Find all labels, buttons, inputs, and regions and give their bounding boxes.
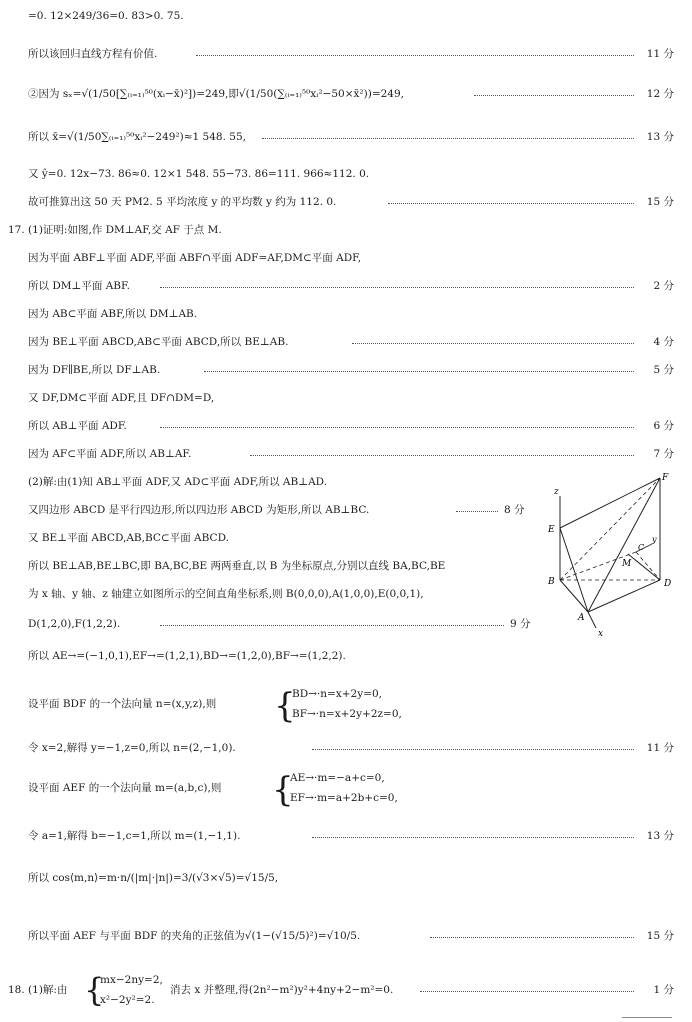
line-11 bbox=[0, 332, 692, 356]
label-F: F bbox=[662, 473, 669, 483]
line-text: (2)解:由(1)知 AB⊥平面 ADF,又 AD⊂平面 ADF,所以 AB⊥AD. bbox=[28, 476, 328, 488]
edge-BA bbox=[560, 580, 588, 612]
equation-line: mx−2ny=2, bbox=[100, 974, 163, 986]
line-13 bbox=[0, 388, 692, 412]
edge-CD bbox=[636, 552, 660, 580]
line-text: 因为 AF⊂平面 ADF,所以 AB⊥AF. bbox=[28, 448, 192, 460]
line-text: 为 x 轴、y 轴、z 轴建立如图所示的空间直角坐标系,则 B(0,0,0),A(1,0,0),E(0,0,1), bbox=[28, 588, 424, 600]
equation-line: x²−2y²=2. bbox=[100, 994, 155, 1006]
score-label: 7 分 bbox=[653, 448, 674, 460]
label-z: z bbox=[554, 487, 559, 497]
dot-leader bbox=[352, 343, 634, 344]
label-y: y bbox=[652, 535, 657, 544]
line-text: 令 x=2,解得 y=−1,z=0,所以 n=(2,−1,0). bbox=[28, 742, 236, 754]
line-26 bbox=[0, 826, 692, 850]
label-E: E bbox=[548, 525, 555, 535]
line-22 bbox=[0, 646, 692, 670]
edge-AD bbox=[588, 580, 660, 612]
left-brace: { bbox=[84, 971, 105, 1009]
line-9 bbox=[0, 276, 692, 300]
score-label: 11 分 bbox=[646, 742, 674, 754]
label-M: M bbox=[622, 559, 632, 569]
dot-leader bbox=[160, 427, 634, 428]
score-label: 9 分 bbox=[510, 618, 531, 630]
dot-leader bbox=[160, 625, 504, 626]
line-text: 所以 AE→=(−1,0,1),EF→=(1,2,1),BD→=(1,2,0),BF→=(1,2,2). bbox=[28, 650, 346, 662]
line-1 bbox=[0, 6, 692, 30]
line-text: 消去 x 并整理,得(2n²−m²)y²+4ny+2−m²=0. bbox=[170, 984, 394, 996]
line-text: 所以 BE⊥AB,BE⊥BC,即 BA,BC,BE 两两垂直,以 B 为坐标原点,分别以直线 BA,BC,BE bbox=[28, 560, 446, 572]
line-text: 所以该回归直线方程有价值. bbox=[28, 48, 158, 60]
equation-line: AE→·m=−a+c=0, bbox=[290, 772, 385, 784]
line-text: 所以平面 AEF 与平面 BDF 的夹角的正弦值为√(1−(√15/5)²)=√10/5. bbox=[28, 930, 361, 942]
line-24 bbox=[0, 738, 692, 762]
line-text: 又 ŷ=0. 12x−73. 86≈0. 12×1 548. 55−73. 86=111. 966≈112. 0. bbox=[28, 168, 370, 180]
line-text: ②因为 sₓ=√(1/50[∑₍ᵢ₌₁₎⁵⁰(xᵢ−x̄)²])=249,即√(1/50(∑₍ᵢ₌₁₎⁵⁰xᵢ²−50×x̄²))=249, bbox=[28, 88, 404, 100]
score-label: 1 分 bbox=[653, 984, 674, 996]
line-23-system bbox=[0, 688, 692, 730]
score-label: 6 分 bbox=[653, 420, 674, 432]
line-5 bbox=[0, 164, 692, 188]
line-text: 所以 x̄=√(1/50∑₍ᵢ₌₁₎⁵⁰xᵢ²−249²)≈1 548. 55, bbox=[28, 131, 246, 143]
left-brace: { bbox=[274, 686, 296, 726]
figure-svg bbox=[540, 470, 688, 640]
label-x: x bbox=[598, 629, 604, 639]
line-text: 设平面 BDF 的一个法向量 n=(x,y,z),则 bbox=[28, 698, 217, 710]
line-14 bbox=[0, 416, 692, 440]
line-7 bbox=[0, 220, 692, 244]
score-label: 15 分 bbox=[646, 196, 674, 208]
line-text: 因为 DF∥BE,所以 DF⊥AB. bbox=[28, 364, 161, 376]
line-text: 因为 AB⊂平面 ABF,所以 DM⊥AB. bbox=[28, 308, 198, 320]
line-text: D(1,2,0),F(1,2,2). bbox=[28, 618, 121, 630]
dot-leader bbox=[430, 937, 634, 938]
line-text: 因为 BE⊥平面 ABCD,AB⊂平面 ABCD,所以 BE⊥AB. bbox=[28, 336, 289, 348]
dot-leader bbox=[160, 287, 634, 288]
dot-leader bbox=[204, 371, 634, 372]
score-label: 2 分 bbox=[653, 280, 674, 292]
line-4 bbox=[0, 127, 692, 151]
line-text: 令 a=1,解得 b=−1,c=1,所以 m=(1,−1,1). bbox=[28, 830, 241, 842]
score-label: 13 分 bbox=[646, 830, 674, 842]
score-label: 15 分 bbox=[646, 930, 674, 942]
label-B: B bbox=[548, 577, 555, 587]
label-A: A bbox=[578, 613, 585, 623]
score-label: 5 分 bbox=[653, 364, 674, 376]
line-text: 所以 DM⊥平面 ABF. bbox=[28, 280, 131, 292]
edge-EA bbox=[560, 528, 588, 612]
line-text: 18. (1)解:由 bbox=[8, 984, 68, 996]
line-text: 设平面 AEF 的一个法向量 m=(a,b,c),则 bbox=[28, 782, 222, 794]
dot-leader bbox=[250, 455, 634, 456]
score-label: 13 分 bbox=[646, 131, 674, 143]
line-text: 所以 cos⟨m,n⟩=m·n/(|m|·|n|)=3/(√3×√5)=√15/5, bbox=[28, 872, 279, 884]
line-text: 所以 AB⊥平面 ADF. bbox=[28, 420, 127, 432]
edge-MD bbox=[628, 554, 660, 580]
line-text: 又 DF,DM⊂平面 ADF,且 DF∩DM=D, bbox=[28, 392, 215, 404]
line-text: 因为平面 ABF⊥平面 ADF,平面 ABF∩平面 ADF=AF,DM⊂平面 ADF, bbox=[28, 252, 362, 264]
score-label: 12 分 bbox=[646, 88, 674, 100]
dot-leader bbox=[196, 55, 634, 56]
line-text: =0. 12×249/36=0. 83>0. 75. bbox=[28, 10, 184, 22]
line-15 bbox=[0, 444, 692, 468]
dot-leader bbox=[262, 138, 634, 139]
score-label: 8 分 bbox=[504, 504, 525, 516]
dot-leader bbox=[388, 203, 634, 204]
bottom-rule bbox=[622, 1017, 672, 1018]
edge-EF bbox=[560, 478, 660, 528]
score-label: 11 分 bbox=[646, 48, 674, 60]
label-D: D bbox=[664, 579, 672, 589]
dot-leader bbox=[420, 991, 634, 992]
line-3 bbox=[0, 84, 692, 108]
dot-leader bbox=[456, 511, 498, 512]
line-text: 17. (1)证明:如图,作 DM⊥AF,交 AF 于点 M. bbox=[8, 224, 222, 236]
line-2 bbox=[0, 44, 692, 68]
geometry-figure bbox=[540, 470, 688, 640]
label-C: C bbox=[638, 543, 645, 552]
line-6 bbox=[0, 192, 692, 216]
line-12 bbox=[0, 360, 692, 384]
line-8 bbox=[0, 248, 692, 272]
x-axis bbox=[588, 612, 596, 628]
line-10 bbox=[0, 304, 692, 328]
edge-BF bbox=[560, 478, 660, 580]
dot-leader bbox=[474, 95, 634, 96]
line-25-system bbox=[0, 772, 692, 814]
line-text: 故可推算出这 50 天 PM2. 5 平均浓度 y 的平均数 y 约为 112. 0. bbox=[28, 196, 337, 208]
left-brace: { bbox=[272, 770, 294, 810]
line-text: 又 BE⊥平面 ABCD,AB,BC⊂平面 ABCD. bbox=[28, 532, 229, 544]
line-text: 又四边形 ABCD 是平行四边形,所以四边形 ABCD 为矩形,所以 AB⊥BC. bbox=[28, 504, 370, 516]
line-29-system bbox=[0, 971, 692, 1014]
line-28 bbox=[0, 926, 692, 950]
line-27 bbox=[0, 868, 692, 892]
dot-leader bbox=[312, 749, 634, 750]
equation-line: BF→·n=x+2y+2z=0, bbox=[292, 708, 402, 720]
equation-line: EF→·m=a+2b+c=0, bbox=[290, 792, 398, 804]
dot-leader bbox=[312, 837, 634, 838]
equation-line: BD→·n=x+2y=0, bbox=[292, 688, 382, 700]
score-label: 4 分 bbox=[653, 336, 674, 348]
